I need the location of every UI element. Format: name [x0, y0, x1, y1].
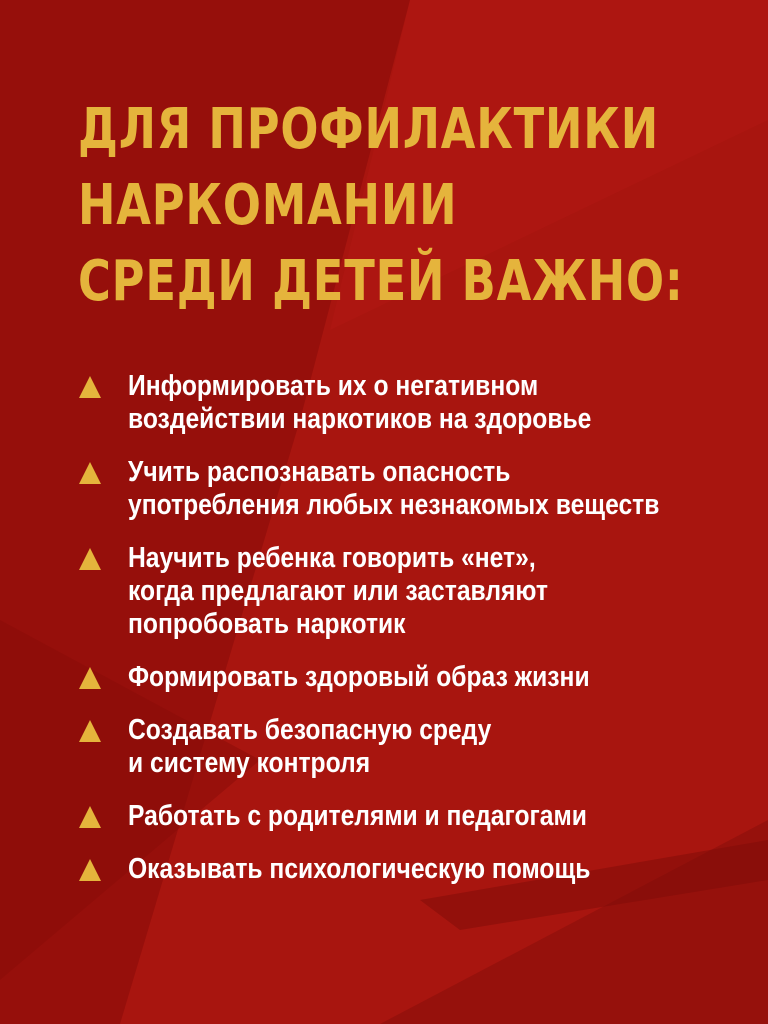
- triangle-icon: [78, 547, 102, 571]
- triangle-icon: [78, 719, 102, 743]
- headline: [78, 92, 684, 320]
- list-item-text: Научить ребенка говорить «нет», когда предлагают или заставляют попробовать наркотик: [128, 542, 548, 640]
- headline-line: НАРКОМАНИИ: [78, 173, 458, 238]
- list-item-text: Информировать их о негативном воздействии наркотиков на здоровье: [128, 370, 592, 435]
- bullet-list: [78, 370, 758, 886]
- triangle-icon: [78, 805, 102, 829]
- list-item-text: Работать с родителями и педагогами: [128, 800, 587, 832]
- triangle-icon: [78, 858, 102, 882]
- list-item-text: Учить распознавать опасность употребления любых незнакомых веществ: [128, 456, 660, 521]
- triangle-icon: [78, 666, 102, 690]
- list-item-text: Создавать безопасную среду и систему контроля: [128, 714, 492, 779]
- headline-line: ДЛЯ ПРОФИЛАКТИКИ: [78, 97, 660, 162]
- triangle-icon: [78, 461, 102, 485]
- list-item-text: Оказывать психологическую помощь: [128, 853, 591, 885]
- list-item: [78, 456, 758, 522]
- list-item: [78, 542, 758, 641]
- list-item: [78, 370, 758, 436]
- triangle-icon: [78, 375, 102, 399]
- list-item: [78, 661, 758, 694]
- list-item: [78, 714, 758, 780]
- list-item: [78, 853, 758, 886]
- list-item-text: Формировать здоровый образ жизни: [128, 661, 590, 693]
- headline-line: СРЕДИ ДЕТЕЙ ВАЖНО:: [78, 249, 684, 314]
- list-item: [78, 800, 758, 833]
